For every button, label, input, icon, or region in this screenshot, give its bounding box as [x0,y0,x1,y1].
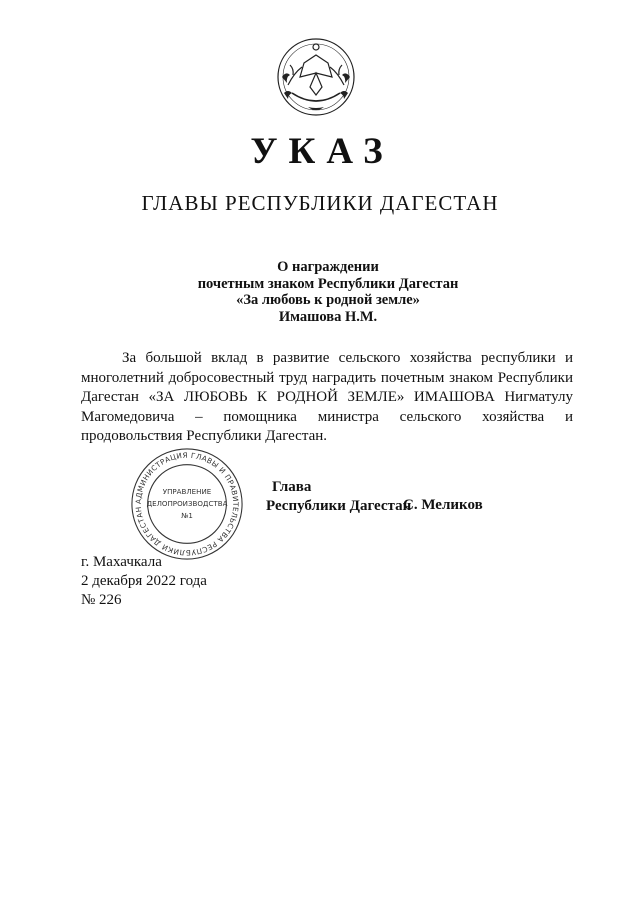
heading-line: О награждении [277,259,379,275]
official-stamp-icon [128,445,246,563]
stamp-outer-text: АДМИНИСТРАЦИЯ ГЛАВЫ И ПРАВИТЕЛЬСТВА РЕСПУБЛИКИ ДАГЕСТАН [133,450,241,558]
stamp-line3: №1 [181,510,193,520]
document-title: УКАЗ [250,131,394,172]
signatory-position [266,478,412,516]
decree-number: № 226 [81,592,122,608]
stamp-line1: УПРАВЛЕНИЕ [162,487,212,497]
heading-line: Имашова Н.М. [278,308,378,325]
issue-details [81,553,207,610]
heading-line: почетным знаком Республики Дагестан [197,275,459,292]
signatory-position-line1: Глава [272,479,312,495]
heading-line: «За любовь к родной земле» [236,292,420,308]
document-subtitle: ГЛАВЫ РЕСПУБЛИКИ ДАГЕСТАН [141,191,499,215]
decree-heading [0,259,640,325]
decree-body: За большой вклад в развитие сельского хозяйства республики и многолетний добросовестный труд наградить почетным знаком Республики Дагестан «ЗА ЛЮБОВЬ К РОДНОЙ ЗЕМЛЕ» ИМАШОВА Нигматулу Магомедовича – помощника министра сельского хозяйства и продовольствия Республики Дагестан. [81,350,573,444]
stamp-line2: ДЕЛОПРОИЗВОДСТВА [146,498,228,508]
signatory-position-line2: Республики Дагестан [266,498,412,514]
signatory-name: С. Меликов [403,497,483,513]
issue-date: 2 декабря 2022 года [81,573,207,589]
dagestan-coat-of-arms-icon [268,33,364,125]
issue-place: г. Махачкала [81,554,162,570]
